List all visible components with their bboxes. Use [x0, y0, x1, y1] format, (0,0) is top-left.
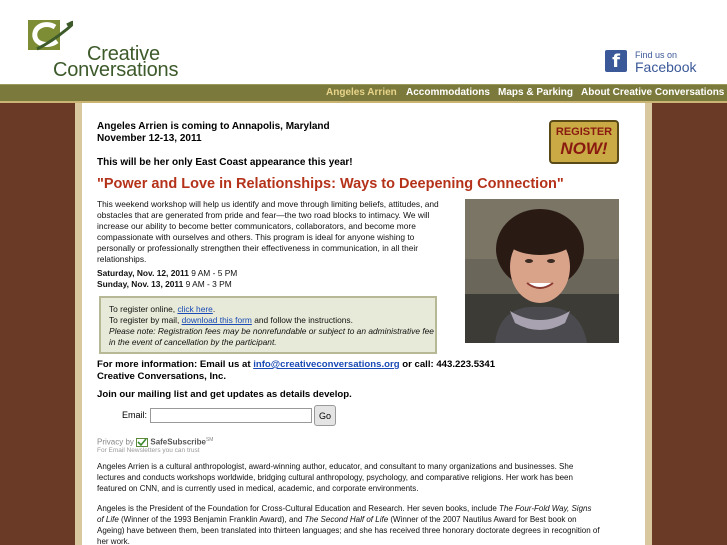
register-label: REGISTER — [555, 126, 613, 138]
portrait-image — [465, 199, 619, 343]
sm-mark: SM — [205, 437, 214, 443]
bio-paragraph-2 — [97, 503, 600, 545]
nav-accommodations[interactable]: Accommodations — [406, 87, 490, 98]
event-headline: Angeles Arrien is coming to Annapolis, Maryland — [97, 121, 330, 132]
privacy-by-safesubscribe — [97, 437, 213, 447]
mailing-list-heading: Join our mailing list and get updates as details develop. — [97, 389, 352, 400]
bio-text: (Winner of the 2007 Nautilus Award for Best book on — [388, 515, 577, 524]
bio-line — [97, 503, 600, 514]
workshop-title: "Power and Love in Relationships: Ways to Deepening Connection" — [97, 176, 564, 192]
registration-info-box — [99, 296, 437, 354]
bio-line: her work. — [97, 537, 130, 545]
day1-label: Saturday, Nov. 12, 2011 — [97, 268, 189, 278]
day1-time: 9 AM - 5 PM — [188, 268, 238, 278]
contact-phone: or call: 443.223.5341 — [399, 359, 496, 370]
nav-about[interactable]: About Creative Conversations — [581, 87, 725, 98]
register-now-label: NOW! — [560, 139, 608, 158]
logo-line1: Creative — [87, 43, 160, 65]
book-title: The Second Half of Life — [304, 515, 389, 524]
email-label: Email: — [122, 410, 148, 420]
desc-line: compassionate with ourselves and others. This program is ideal for anyone wishing to — [97, 232, 415, 242]
bio-text: Angeles is the President of the Foundation for Cross-Cultural Education and Research. Her seven books, include — [97, 504, 499, 513]
creative-conversations-logo[interactable] — [27, 19, 179, 81]
facebook-text: Facebook — [635, 59, 697, 75]
click-here-link[interactable]: click here — [177, 304, 213, 314]
bio-line: Angeles Arrien is a cultural anthropologist, award-winning author, educator, and consultant to many organizations and businesses. She — [97, 462, 574, 471]
angeles-arrien-photo — [465, 199, 619, 343]
desc-line: relationships. — [97, 254, 147, 264]
cancellation-note-1: Please note: Registration fees may be nonrefundable or subject to an administrative fee — [109, 326, 434, 336]
schedule-day1 — [97, 268, 237, 279]
register-online-text: To register online, — [109, 304, 178, 314]
safesubscribe-link[interactable]: SafeSubscribe — [150, 437, 206, 447]
day2-label: Sunday, Nov. 13, 2011 — [97, 279, 184, 289]
nav-angeles-arrien[interactable]: Angeles Arrien — [326, 87, 397, 98]
event-dates: November 12-13, 2011 — [97, 133, 202, 144]
cancellation-note-2: in the event of cancellation by the participant. — [109, 337, 277, 347]
bio-line: Ageing) have between them, been translated into thirteen languages; and she has received three honorary doctorate degrees in recognition of — [97, 526, 600, 535]
bio-line: lectures and conducts workshops worldwide, bridging cultural anthropology, psychology, and comparative religions. Her work has been — [97, 473, 573, 482]
bio-paragraph-1 — [97, 461, 573, 494]
desc-line: This weekend workshop will help us identify and move through limiting beliefs, attitudes, and — [97, 199, 439, 209]
desc-line: obstacles that are generated from pride and fear—the two road blocks to intimacy. We will — [97, 210, 430, 220]
bio-line: featured on CNN, and is currently used in medical, academic, and corporate environments. — [97, 484, 419, 493]
register-mail-text: To register by mail, — [109, 315, 182, 325]
safesubscribe-check-icon — [136, 438, 148, 447]
contact-email-link[interactable]: info@creativeconversations.org — [253, 359, 400, 370]
safesubscribe-tagline: For Email Newsletters you can trust — [97, 447, 200, 454]
day2-time: 9 AM - 3 PM — [183, 279, 232, 289]
contact-prefix: For more information: Email us at — [97, 359, 254, 370]
book-title: of Life — [97, 515, 119, 524]
desc-line: personally or professionally strengthen their effectiveness in communication, in all their — [97, 243, 419, 253]
email-field[interactable] — [150, 408, 312, 423]
logo-line2: Conversations — [53, 59, 179, 81]
register-mail-line — [109, 315, 353, 325]
facebook-link[interactable] — [605, 50, 705, 76]
desc-line: increase our ability to become better communicators, collaborators, and become more — [97, 221, 416, 231]
download-form-link[interactable]: download this form — [181, 315, 252, 325]
register-mail-suffix: and follow the instructions. — [251, 315, 353, 325]
privacy-prefix: Privacy by — [97, 437, 137, 447]
schedule-day2 — [97, 279, 232, 290]
go-button[interactable]: Go — [314, 405, 336, 426]
book-title: The Four-Fold Way, Signs — [499, 504, 592, 513]
register-online-suffix: . — [212, 304, 216, 314]
main-nav — [0, 84, 727, 101]
bio-text: (Winner of the 1993 Benjamin Franklin Award), and — [118, 515, 305, 524]
nav-maps-parking[interactable]: Maps & Parking — [498, 87, 574, 98]
org-name: Creative Conversations, Inc. — [97, 371, 227, 382]
workshop-description — [97, 199, 439, 265]
appearance-note: This will be her only East Coast appearance this year! — [97, 157, 353, 168]
logo-c-mark-icon — [27, 19, 73, 63]
site-header — [0, 0, 727, 84]
facebook-icon: f — [605, 50, 627, 72]
register-now-button[interactable] — [549, 120, 619, 164]
register-online-line — [109, 304, 215, 314]
bio-line — [97, 514, 600, 525]
facebook-find-us-text: Find us on — [635, 50, 678, 60]
contact-info — [97, 359, 495, 370]
